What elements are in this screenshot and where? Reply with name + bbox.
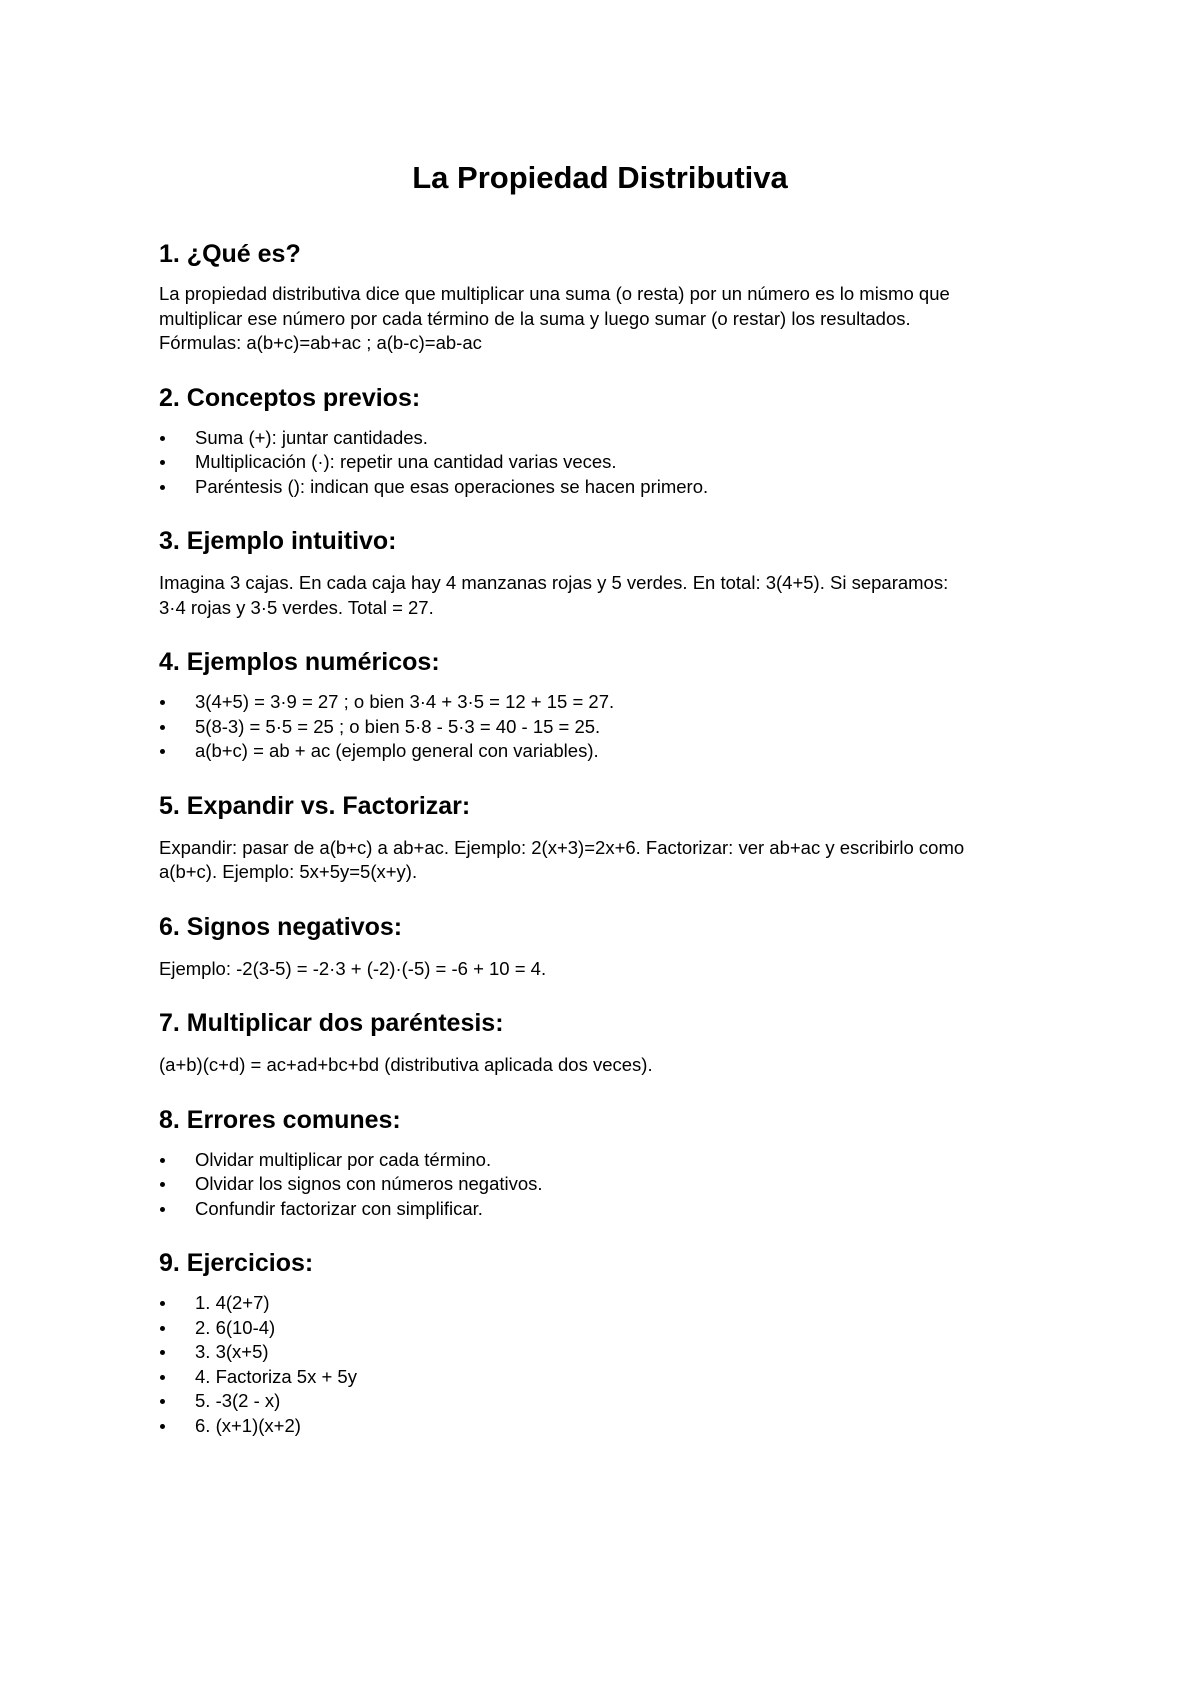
paragraph-line: La propiedad distributiva dice que multiplicar una suma (o resta) por un número es lo mismo que bbox=[159, 283, 950, 304]
section-heading: 4. Ejemplos numéricos: bbox=[159, 648, 440, 676]
list-item bbox=[159, 1148, 1200, 1173]
list-item bbox=[159, 475, 1200, 500]
section-expandir-factorizar bbox=[159, 790, 1200, 885]
bullet-icon bbox=[160, 1424, 165, 1429]
list-item bbox=[159, 1389, 1200, 1414]
list-item bbox=[159, 1340, 1200, 1365]
bullet-icon bbox=[160, 700, 165, 705]
bullet-icon bbox=[160, 485, 165, 490]
list-item-text: 6. (x+1)(x+2) bbox=[195, 1414, 301, 1436]
list-item bbox=[159, 1316, 1200, 1341]
list-item-text: 4. Factoriza 5x + 5y bbox=[195, 1365, 357, 1387]
list-item-text: 5(8-3) = 5·5 = 25 ; o bien 5·8 - 5·3 = 40 - 15 = 25. bbox=[195, 715, 601, 737]
paragraph-line: 3·4 rojas y 3·5 verdes. Total = 27. bbox=[159, 596, 434, 618]
list-item-text: 3. 3(x+5) bbox=[195, 1341, 269, 1362]
bullet-icon bbox=[160, 1375, 165, 1380]
section-multiplicar-parentesis bbox=[159, 1007, 1200, 1078]
list-item-text: 1. 4(2+7) bbox=[195, 1292, 270, 1313]
section-heading: 8. Errores comunes: bbox=[159, 1105, 401, 1134]
list-item bbox=[159, 1414, 1200, 1439]
section-ejercicios bbox=[159, 1247, 1200, 1438]
list-item bbox=[159, 1172, 1200, 1197]
paragraph-line: a(b+c). Ejemplo: 5x+5y=5(x+y). bbox=[159, 861, 418, 882]
section-signos-negativos bbox=[159, 911, 1200, 982]
list-item bbox=[159, 1365, 1200, 1390]
list-item bbox=[159, 1291, 1200, 1316]
list-item-text: 3(4+5) = 3·9 = 27 ; o bien 3·4 + 3·5 = 12 + 15 = 27. bbox=[195, 691, 615, 712]
paragraph-line: multiplicar ese número por cada término de la suma y luego sumar (o restar) los resultados. bbox=[159, 307, 911, 329]
list-item bbox=[159, 739, 1200, 764]
bullet-list bbox=[159, 690, 1200, 764]
document-title: La Propiedad Distributiva bbox=[412, 160, 788, 195]
list-item-text: 5. -3(2 - x) bbox=[195, 1390, 281, 1411]
list-item-text: Olvidar multiplicar por cada término. bbox=[195, 1148, 492, 1170]
bullet-icon bbox=[160, 436, 165, 441]
bullet-icon bbox=[160, 1158, 165, 1163]
paragraph-line: Expandir: pasar de a(b+c) a ab+ac. Ejemplo: 2(x+3)=2x+6. Factorizar: ver ab+ac y escribirlo como bbox=[159, 836, 965, 858]
bullet-icon bbox=[160, 749, 165, 754]
list-item-text: Olvidar los signos con números negativos. bbox=[195, 1173, 543, 1194]
paragraph-line: Fórmulas: a(b+c)=ab+ac ; a(b-c)=ab-ac bbox=[159, 332, 482, 353]
section-heading: 9. Ejercicios: bbox=[159, 1249, 314, 1277]
bullet-icon bbox=[160, 1182, 165, 1187]
list-item-text: Confundir factorizar con simplificar. bbox=[195, 1197, 483, 1219]
list-item-text: 2. 6(10-4) bbox=[195, 1316, 276, 1338]
bullet-icon bbox=[160, 1207, 165, 1212]
section-ejemplo-intuitivo bbox=[159, 525, 1200, 620]
paragraph-line: (a+b)(c+d) = ac+ad+bc+bd (distributiva aplicada dos veces). bbox=[159, 1054, 653, 1075]
section-heading: 7. Multiplicar dos paréntesis: bbox=[159, 1009, 504, 1037]
list-item bbox=[159, 1197, 1200, 1222]
paragraph-line: Imagina 3 cajas. En cada caja hay 4 manzanas rojas y 5 verdes. En total: 3(4+5). Si separamos: bbox=[159, 572, 949, 593]
section-heading: 5. Expandir vs. Factorizar: bbox=[159, 791, 471, 820]
section-ejemplos-numericos bbox=[159, 646, 1200, 764]
list-item-text: Paréntesis (): indican que esas operaciones se hacen primero. bbox=[195, 475, 709, 497]
list-item bbox=[159, 426, 1200, 451]
bullet-icon bbox=[160, 725, 165, 730]
bullet-icon bbox=[160, 1399, 165, 1404]
section-heading: 1. ¿Qué es? bbox=[159, 240, 301, 268]
bullet-list bbox=[159, 1148, 1200, 1222]
section-errores-comunes bbox=[159, 1104, 1200, 1222]
bullet-list bbox=[159, 1291, 1200, 1438]
bullet-icon bbox=[160, 1326, 165, 1331]
bullet-icon bbox=[160, 1301, 165, 1306]
bullet-icon bbox=[160, 460, 165, 465]
bullet-icon bbox=[160, 1350, 165, 1355]
list-item-text: a(b+c) = ab + ac (ejemplo general con variables). bbox=[195, 740, 599, 761]
section-que-es bbox=[159, 238, 1200, 356]
list-item bbox=[159, 450, 1200, 475]
bullet-list bbox=[159, 426, 1200, 500]
list-item-text: Multiplicación (·): repetir una cantidad varias veces. bbox=[195, 451, 617, 472]
paragraph-line: Ejemplo: -2(3-5) = -2·3 + (-2)·(-5) = -6 + 10 = 4. bbox=[159, 957, 547, 979]
list-item-text: Suma (+): juntar cantidades. bbox=[195, 426, 428, 448]
section-heading: 2. Conceptos previos: bbox=[159, 383, 421, 412]
section-heading: 6. Signos negativos: bbox=[159, 912, 403, 941]
section-heading: 3. Ejemplo intuitivo: bbox=[159, 527, 397, 555]
list-item bbox=[159, 690, 1200, 715]
list-item bbox=[159, 715, 1200, 740]
section-conceptos-previos bbox=[159, 382, 1200, 500]
